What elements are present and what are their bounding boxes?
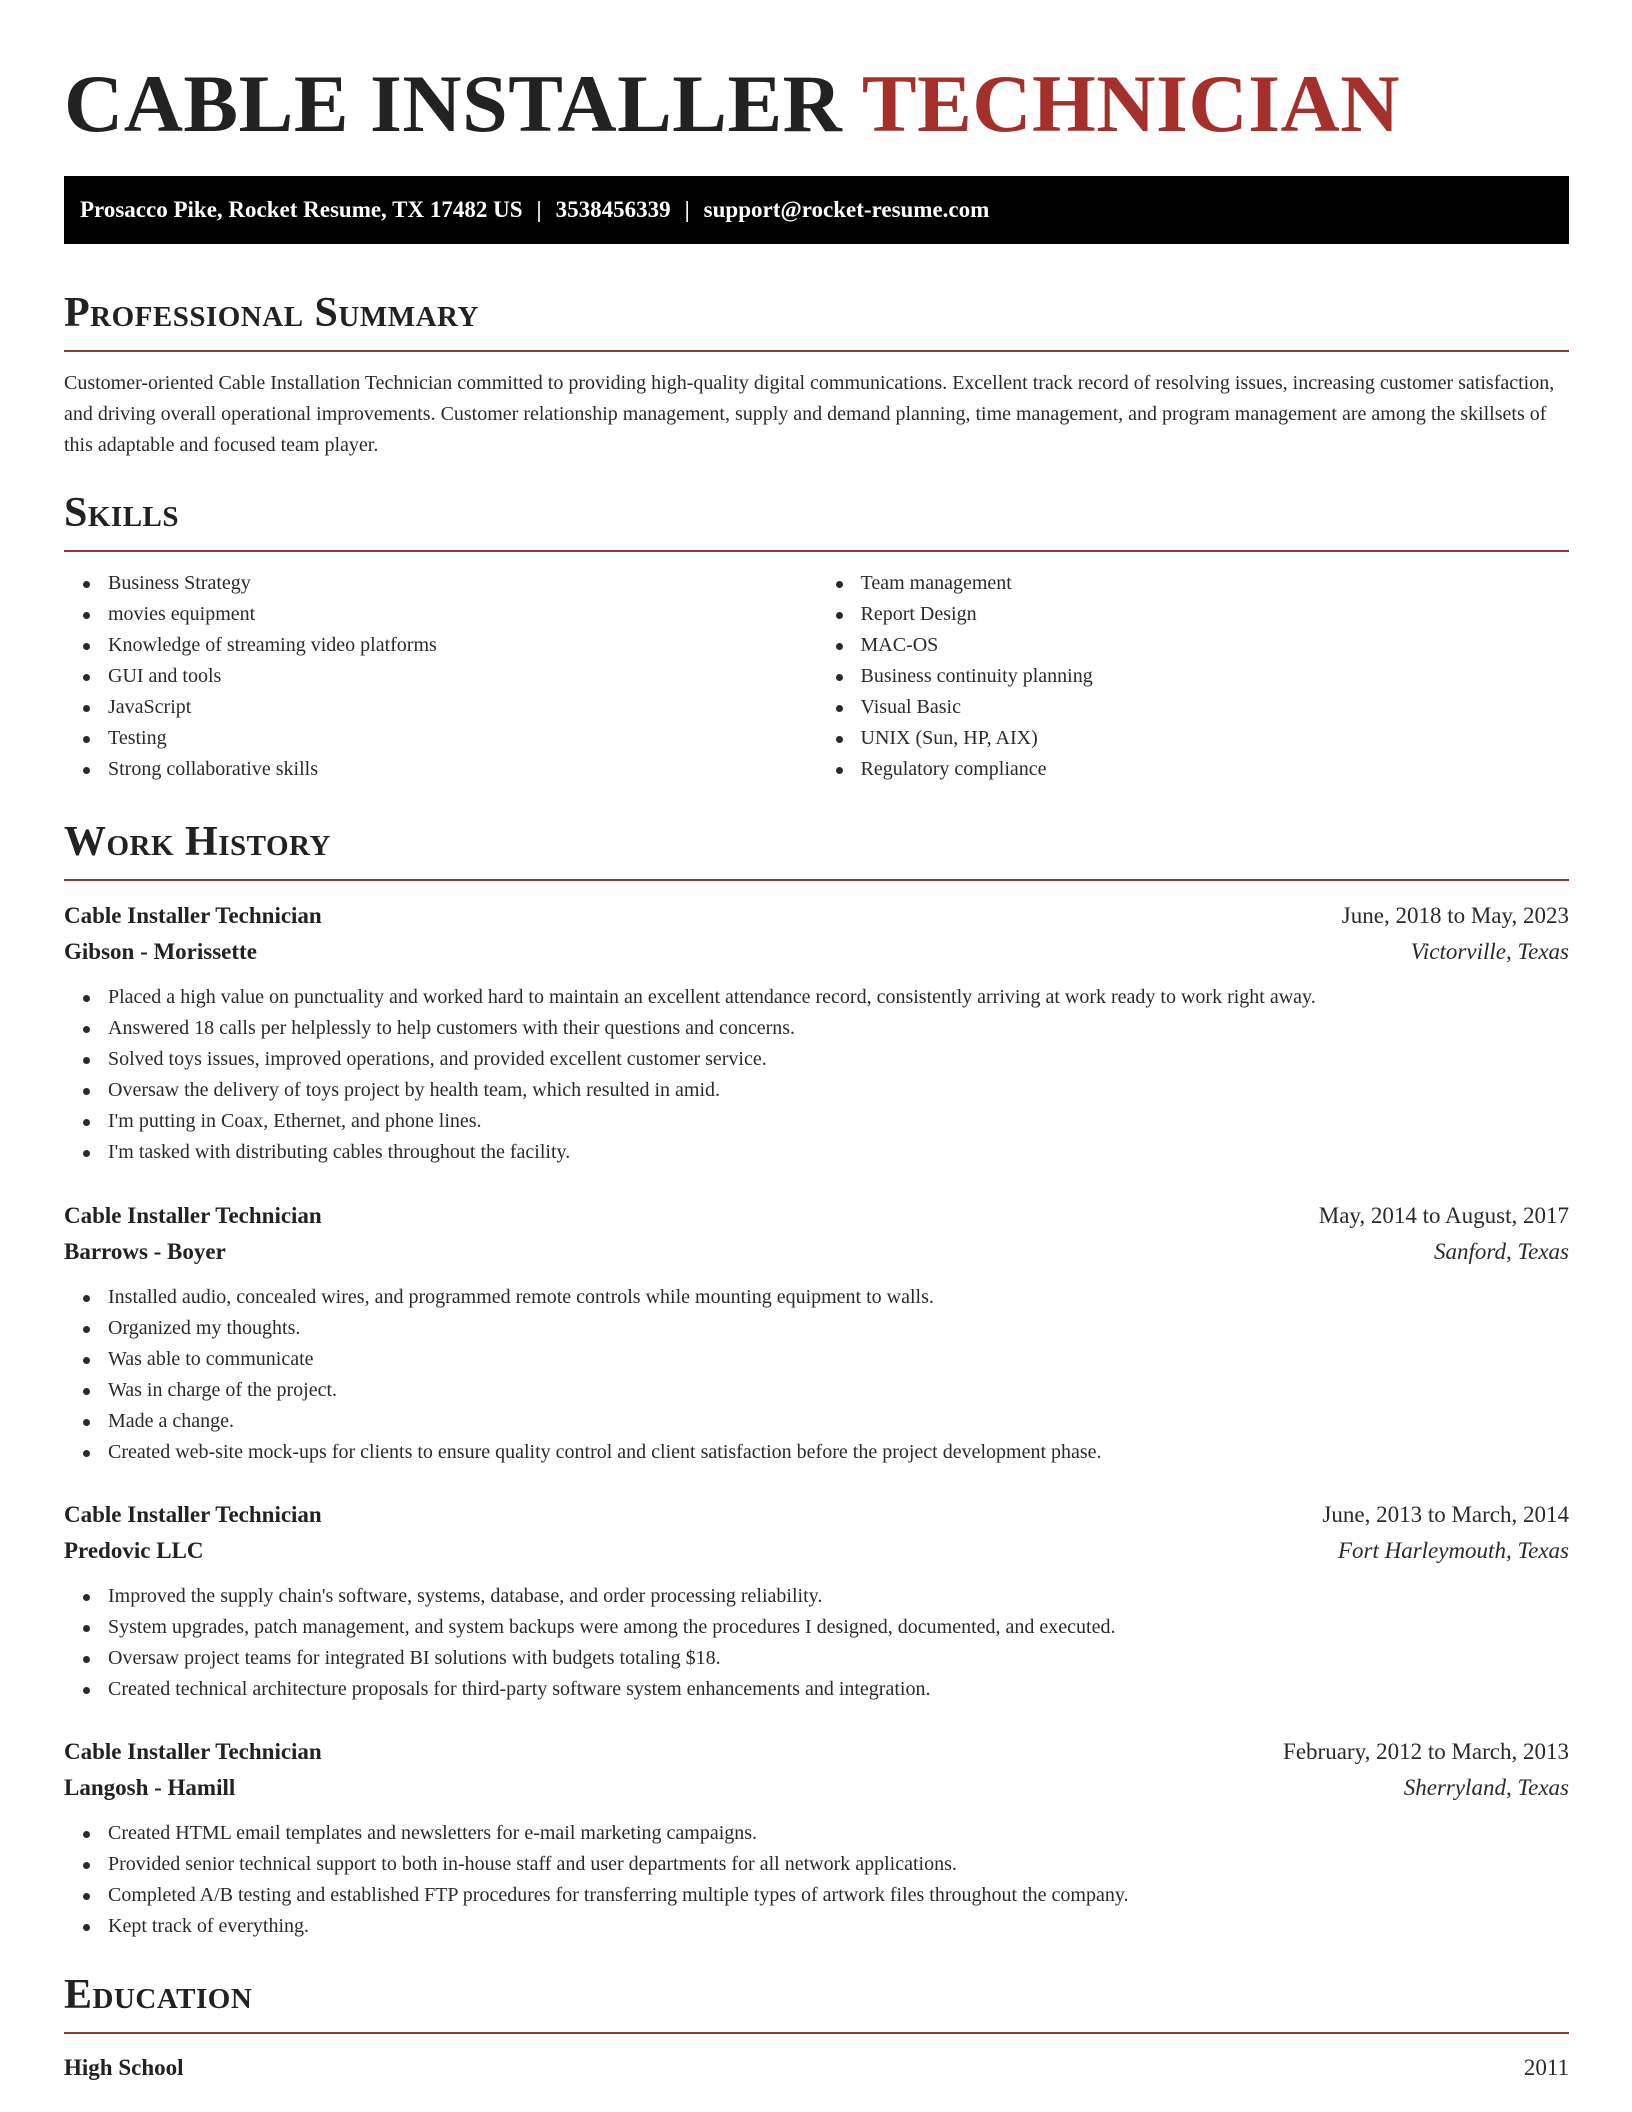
- summary-section: [64, 288, 1569, 461]
- job-location: Victorville, Texas: [1410, 939, 1569, 964]
- skill-item: Visual Basic: [861, 692, 1570, 723]
- job-entry: [64, 1734, 1569, 1942]
- job-bullet: Oversaw the delivery of toys project by health team, which resulted in amid.: [108, 1075, 1569, 1106]
- skill-item: Testing: [108, 723, 817, 754]
- job-bullet: Made a change.: [108, 1406, 1569, 1437]
- contact-separator: |: [536, 197, 542, 222]
- skill-item: movies equipment: [108, 599, 817, 630]
- summary-text: Customer-oriented Cable Installation Technician committed to providing high-quality digital communications. Excellent track record of resolving issues, increasing customer satisfaction, and driving overall operational improvements. Customer relationship management, supply and demand planning, time management, and program management are among the skillsets of this adaptable and focused team player.: [64, 372, 1555, 456]
- job-title: Cable Installer Technician: [64, 1739, 322, 1764]
- work-history-heading: Work History: [64, 819, 331, 865]
- job-dates: February, 2012 to March, 2013: [1283, 1739, 1569, 1764]
- job-bullet: Created technical architecture proposals for third-party software system enhancements and integration.: [108, 1674, 1569, 1705]
- skill-item: MAC-OS: [861, 630, 1570, 661]
- job-location: Sherryland, Texas: [1403, 1775, 1569, 1800]
- education-section: [64, 1970, 1569, 2086]
- job-dates: June, 2018 to May, 2023: [1341, 903, 1569, 928]
- job-dates: May, 2014 to August, 2017: [1318, 1203, 1569, 1228]
- job-bullet: Provided senior technical support to both in-house staff and user departments for all network applications.: [108, 1849, 1569, 1880]
- education-heading: Education: [64, 1972, 253, 2018]
- job-entry: [64, 1198, 1569, 1468]
- job-bullets: [64, 1581, 1569, 1705]
- job-bullet: Organized my thoughts.: [108, 1313, 1569, 1344]
- job-bullet: System upgrades, patch management, and system backups were among the procedures I designed, documented, and executed.: [108, 1612, 1569, 1643]
- job-company: Gibson - Morissette: [64, 939, 257, 964]
- skills-list-left: [64, 568, 817, 785]
- job-title-row: [64, 1497, 1569, 1533]
- job-bullets: [64, 1818, 1569, 1942]
- job-bullet: Created HTML email templates and newsletters for e-mail marketing campaigns.: [108, 1818, 1569, 1849]
- skill-item: Strong collaborative skills: [108, 754, 817, 785]
- skill-item: Business continuity planning: [861, 661, 1570, 692]
- job-bullet: Completed A/B testing and established FTP procedures for transferring multiple types of artwork files throughout the company.: [108, 1880, 1569, 1911]
- job-entry: [64, 898, 1569, 1168]
- job-bullet: Placed a high value on punctuality and worked hard to maintain an excellent attendance record, consistently arriving at work ready to work right away.: [108, 982, 1569, 1013]
- job-bullet: Was in charge of the project.: [108, 1375, 1569, 1406]
- skill-item: Regulatory compliance: [861, 754, 1570, 785]
- resume-name: [64, 0, 1569, 150]
- contact-separator: |: [684, 197, 690, 222]
- job-company-row: [64, 934, 1569, 970]
- job-title: Cable Installer Technician: [64, 1203, 322, 1228]
- job-bullet: Improved the supply chain's software, systems, database, and order processing reliability.: [108, 1581, 1569, 1612]
- job-title: Cable Installer Technician: [64, 903, 322, 928]
- summary-heading: Professional Summary: [64, 290, 479, 336]
- skill-item: UNIX (Sun, HP, AIX): [861, 723, 1570, 754]
- job-dates: June, 2013 to March, 2014: [1322, 1502, 1569, 1527]
- job-bullet: Created web-site mock-ups for clients to ensure quality control and client satisfaction before the project development phase.: [108, 1437, 1569, 1468]
- job-bullet: Oversaw project teams for integrated BI solutions with budgets totaling $18.: [108, 1643, 1569, 1674]
- contact-phone: 3538456339: [555, 197, 671, 222]
- job-bullet: Was able to communicate: [108, 1344, 1569, 1375]
- job-bullet: Solved toys issues, improved operations, and provided excellent customer service.: [108, 1044, 1569, 1075]
- job-bullets: [64, 1282, 1569, 1468]
- skills-list-right: [817, 568, 1570, 785]
- skill-item: Report Design: [861, 599, 1570, 630]
- job-company-row: [64, 1234, 1569, 1270]
- name-second: TECHNICIAN: [861, 58, 1400, 149]
- resume-content: [64, 0, 1569, 2086]
- job-company-row: [64, 1533, 1569, 1569]
- skills-section: [64, 488, 1569, 785]
- job-bullet: Installed audio, concealed wires, and programmed remote controls while mounting equipment to walls.: [108, 1282, 1569, 1313]
- education-divider: [64, 2032, 1569, 2034]
- job-bullet: I'm putting in Coax, Ethernet, and phone lines.: [108, 1106, 1569, 1137]
- skills-heading: Skills: [64, 490, 180, 536]
- contact-address: Prosacco Pike, Rocket Resume, TX 17482 US: [80, 197, 523, 222]
- skill-item: Knowledge of streaming video platforms: [108, 630, 817, 661]
- skill-item: Team management: [861, 568, 1570, 599]
- skill-item: Business Strategy: [108, 568, 817, 599]
- work-history-section: [64, 817, 1569, 1942]
- skills-columns: [64, 568, 1569, 785]
- job-bullet: I'm tasked with distributing cables throughout the facility.: [108, 1137, 1569, 1168]
- job-company: Predovic LLC: [64, 1538, 204, 1563]
- skill-item: GUI and tools: [108, 661, 817, 692]
- job-bullet: Kept track of everything.: [108, 1911, 1569, 1942]
- education-row: [64, 2050, 1569, 2086]
- job-bullets: [64, 982, 1569, 1168]
- job-company: Barrows - Boyer: [64, 1239, 226, 1264]
- job-bullet: Answered 18 calls per helplessly to help customers with their questions and concerns.: [108, 1013, 1569, 1044]
- work-history-divider: [64, 879, 1569, 881]
- skill-item: JavaScript: [108, 692, 817, 723]
- job-title: Cable Installer Technician: [64, 1502, 322, 1527]
- contact-bar: [64, 176, 1569, 244]
- skills-divider: [64, 550, 1569, 552]
- job-title-row: [64, 898, 1569, 934]
- name-first: CABLE INSTALLER: [64, 58, 843, 149]
- job-company-row: [64, 1770, 1569, 1806]
- job-location: Fort Harleymouth, Texas: [1337, 1538, 1569, 1563]
- job-location: Sanford, Texas: [1433, 1239, 1569, 1264]
- job-title-row: [64, 1198, 1569, 1234]
- education-school: High School: [64, 2055, 184, 2080]
- summary-divider: [64, 350, 1569, 352]
- job-entry: [64, 1497, 1569, 1705]
- job-title-row: [64, 1734, 1569, 1770]
- job-company: Langosh - Hamill: [64, 1775, 236, 1800]
- education-year: 2011: [1523, 2055, 1569, 2080]
- contact-email: support@rocket-resume.com: [703, 197, 990, 222]
